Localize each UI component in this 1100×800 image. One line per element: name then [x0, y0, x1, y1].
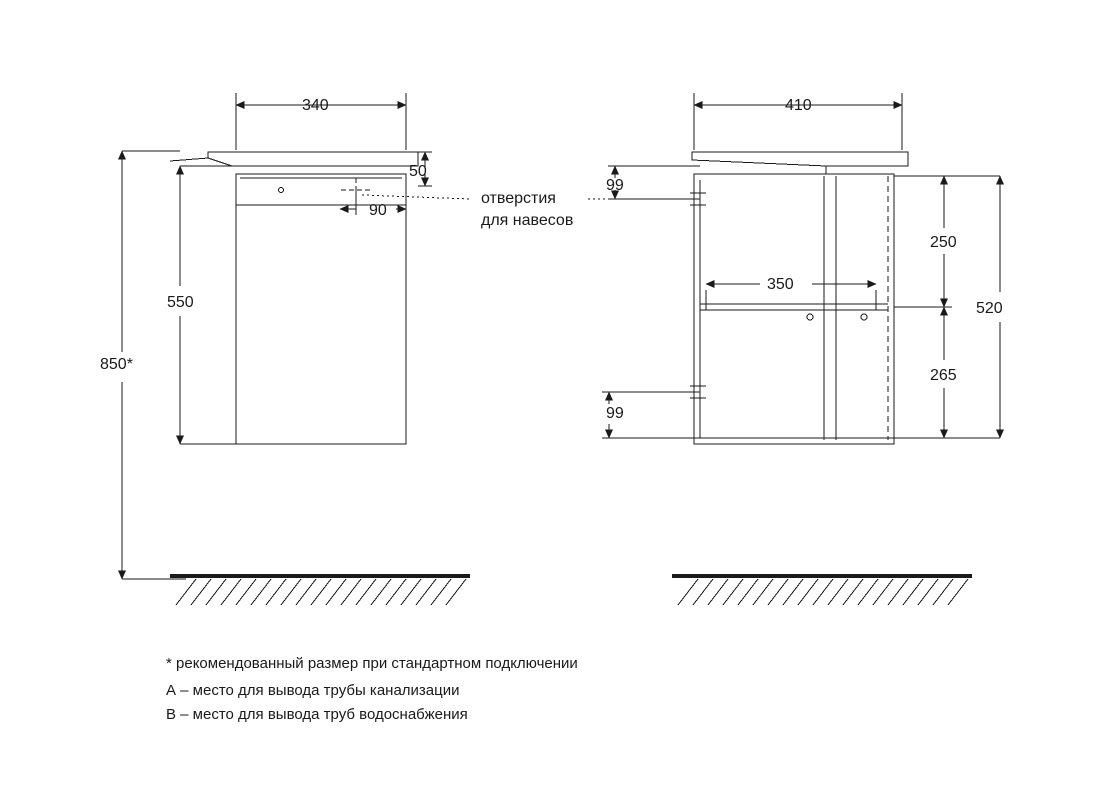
footnote-1: * рекомендованный размер при стандартном подключении: [166, 655, 578, 672]
dim-label-99-top: 99: [606, 177, 624, 194]
dim-label-410: 410: [785, 97, 812, 114]
annotation-holes-line1: отверстия: [481, 190, 556, 207]
dim-label-850: 850*: [100, 356, 133, 373]
dim-label-550: 550: [167, 294, 194, 311]
annotation-holes-line2: для навесов: [481, 212, 574, 229]
dim-label-340: 340: [302, 97, 329, 114]
front-view-body: [694, 174, 894, 444]
floor-hatch-left: [170, 576, 470, 605]
dim-label-50: 50: [409, 163, 427, 180]
dim-label-520: 520: [976, 300, 1003, 317]
dim-label-250: 250: [930, 234, 957, 251]
annotation-leader-right: [588, 193, 706, 398]
floor-hatch-right: [672, 576, 972, 605]
dim-label-99-bottom: 99: [606, 405, 624, 422]
dim-label-265: 265: [930, 367, 957, 384]
footnote-3: В – место для вывода труб водоснабжения: [166, 706, 468, 723]
dim-label-350: 350: [767, 276, 794, 293]
side-view-countertop: [170, 152, 418, 166]
footnote-2: А – место для вывода трубы канализации: [166, 682, 460, 699]
dim-label-90: 90: [369, 202, 387, 219]
front-view-countertop: [692, 152, 908, 176]
